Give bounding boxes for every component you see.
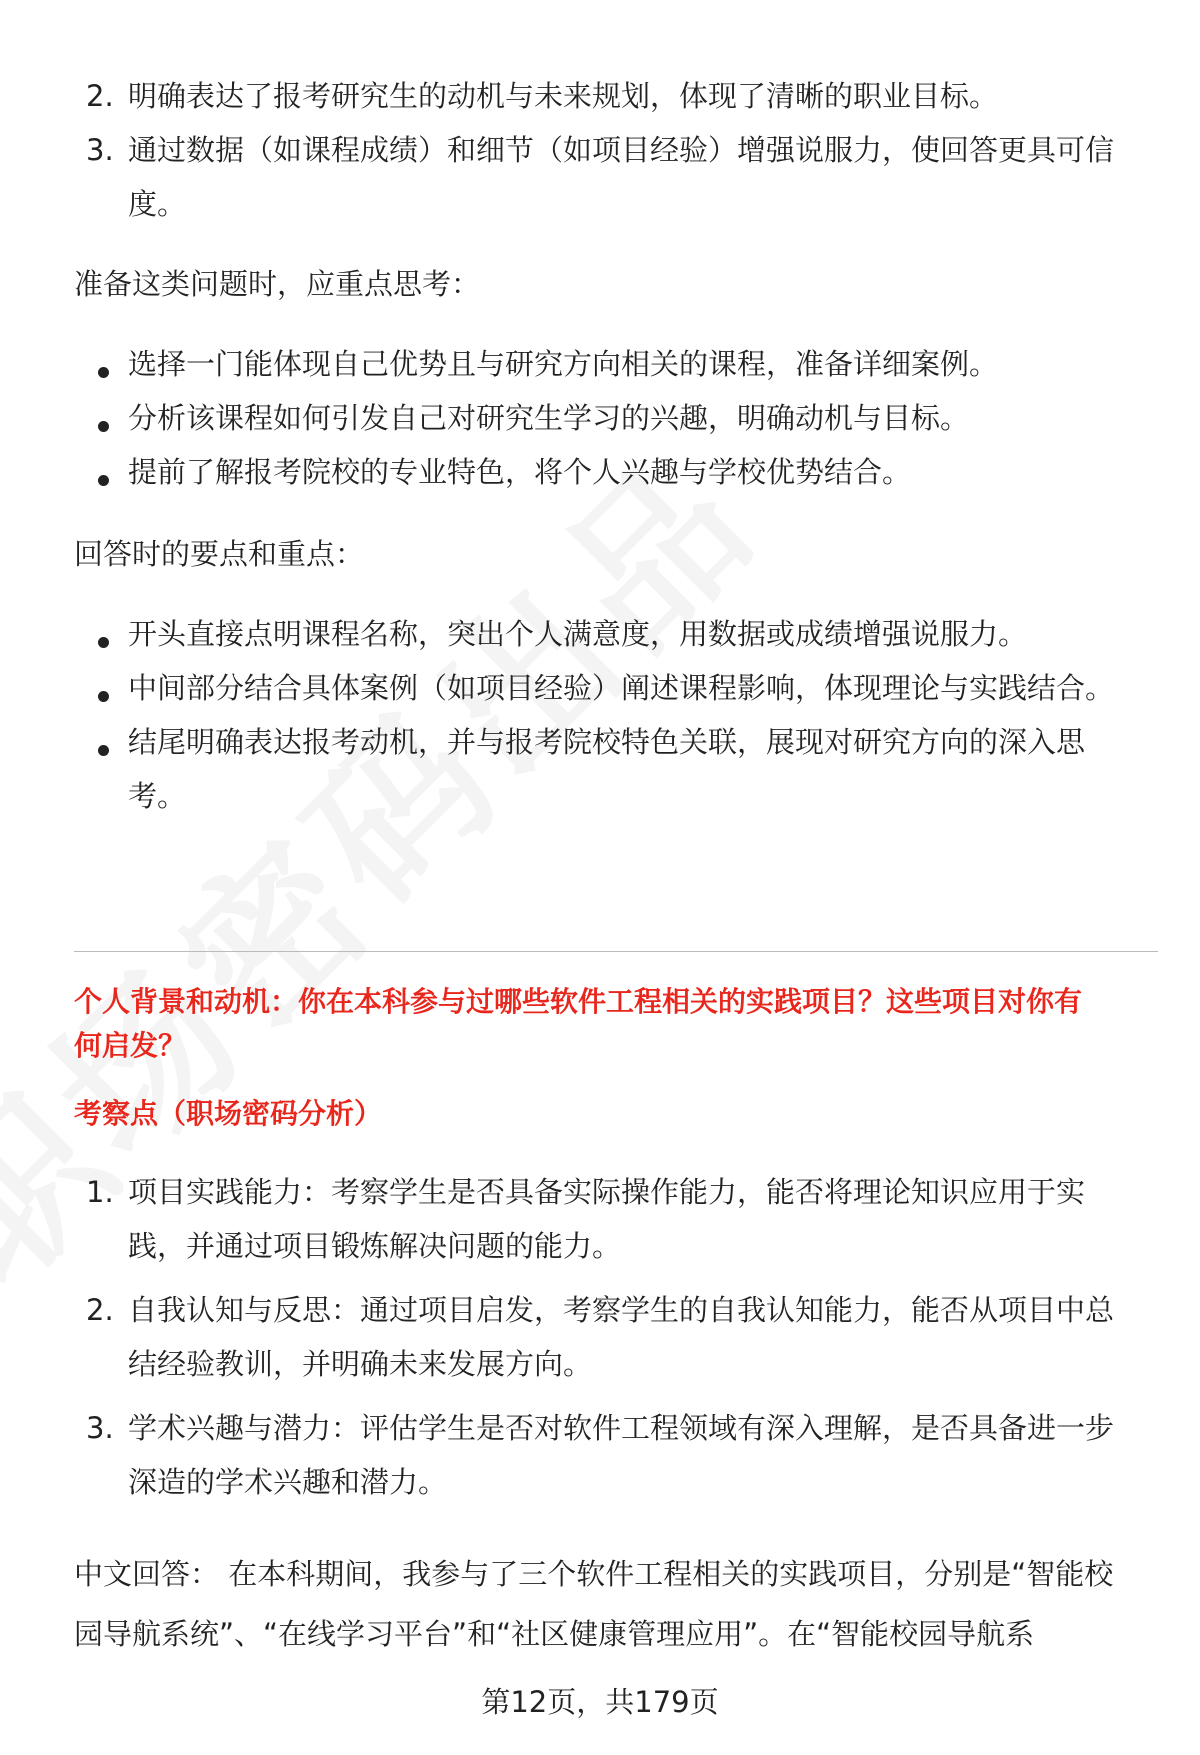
section-heading: 回答时的要点和重点：: [74, 537, 365, 571]
page-number: 第12页，共179页: [481, 1685, 719, 1719]
list-item-text: 通过数据（如课程成绩）和细节（如项目经验）增强说服力，使回答更具可信: [128, 133, 1115, 167]
list-item-text: 结经验教训，并明确未来发展方向。: [128, 1347, 593, 1381]
section-heading: 准备这类问题时，应重点思考：: [74, 267, 481, 301]
bullet-dot: [98, 691, 109, 702]
bullet-text: 考。: [128, 779, 187, 813]
list-number: 3.: [86, 133, 114, 167]
question-title: 何启发？: [74, 1029, 187, 1062]
list-item-text: 自我认知与反思：通过项目启发，考察学生的自我认知能力，能否从项目中总: [128, 1293, 1115, 1327]
list-item-text: 度。: [128, 187, 187, 221]
points-heading: 考察点（职场密码分析）: [74, 1097, 383, 1130]
list-item-text: 深造的学术兴趣和潜力。: [128, 1465, 448, 1499]
bullet-dot: [98, 745, 109, 756]
question-title: 个人背景和动机：你在本科参与过哪些软件工程相关的实践项目？这些项目对你有: [74, 985, 1083, 1018]
bullet-dot: [98, 475, 109, 486]
list-number: 2.: [86, 1293, 114, 1327]
list-number: 2.: [86, 79, 114, 113]
bullet-text: 分析该课程如何引发自己对研究生学习的兴趣，明确动机与目标。: [128, 401, 970, 435]
list-item-text: 明确表达了报考研究生的动机与未来规划，体现了清晰的职业目标。: [128, 79, 999, 113]
bullet-dot: [98, 637, 109, 648]
list-item-text: 践，并通过项目锻炼解决问题的能力。: [128, 1229, 622, 1263]
bullet-dot: [98, 421, 109, 432]
bullet-text: 提前了解报考院校的专业特色，将个人兴趣与学校优势结合。: [128, 455, 912, 489]
bullet-text: 中间部分结合具体案例（如项目经验）阐述课程影响，体现理论与实践结合。: [128, 671, 1115, 705]
bullet-text: 结尾明确表达报考动机，并与报考院校特色关联，展现对研究方向的深入思: [128, 725, 1086, 759]
answer-paragraph: 园导航系统”、“在线学习平台”和“社区健康管理应用”。在“智能校园导航系: [74, 1617, 1035, 1651]
divider: [74, 951, 1158, 952]
bullet-text: 开头直接点明课程名称，突出个人满意度，用数据或成绩增强说服力。: [128, 617, 1028, 651]
list-number: 3.: [86, 1411, 114, 1445]
list-item-text: 学术兴趣与潜力：评估学生是否对软件工程领域有深入理解，是否具备进一步: [128, 1411, 1115, 1445]
list-number: 1.: [86, 1175, 114, 1209]
bullet-text: 选择一门能体现自己优势且与研究方向相关的课程，准备详细案例。: [128, 347, 999, 381]
list-item-text: 项目实践能力：考察学生是否具备实际操作能力，能否将理论知识应用于实: [128, 1175, 1086, 1209]
answer-paragraph: 中文回答： 在本科期间，我参与了三个软件工程相关的实践项目，分别是“智能校: [74, 1557, 1114, 1591]
bullet-dot: [98, 367, 109, 378]
